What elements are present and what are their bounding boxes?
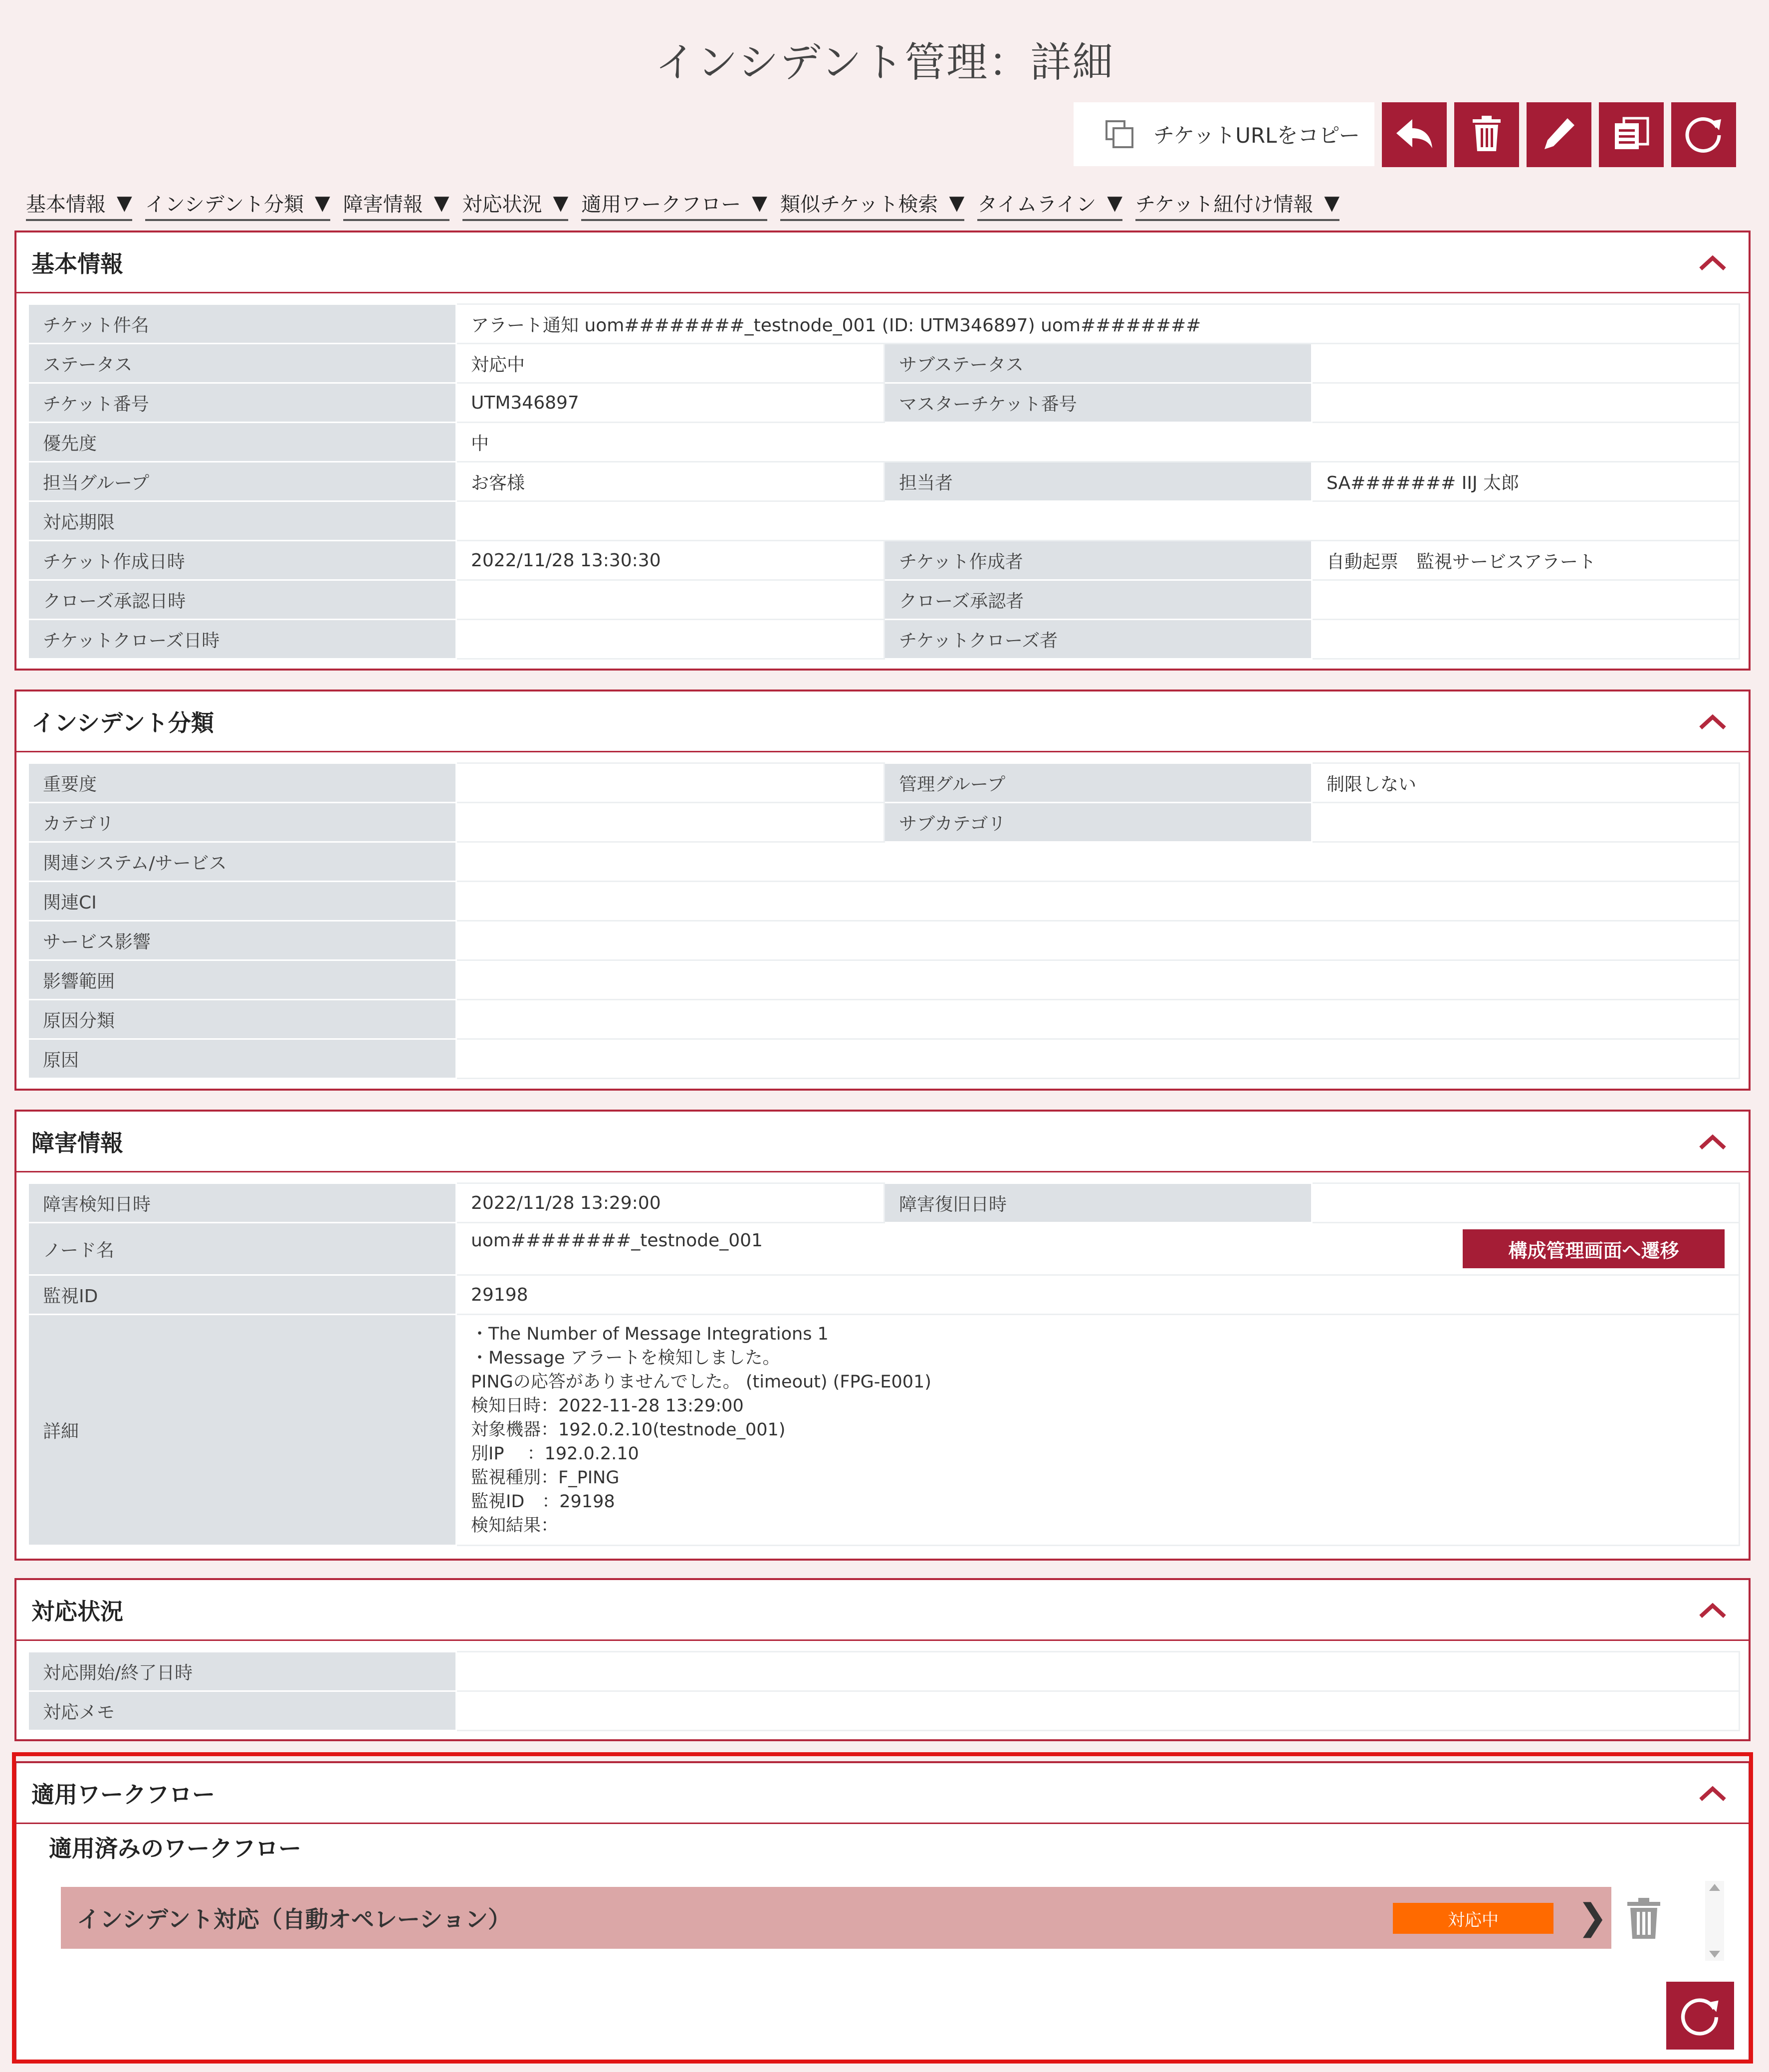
field-label: ノード名	[28, 1223, 456, 1275]
section-title: 基本情報	[31, 250, 123, 277]
node-value: uom########_testnode_001	[471, 1230, 763, 1251]
chevron-right-icon[interactable]: ❯	[1577, 1896, 1608, 1938]
anchor-similar[interactable]	[780, 189, 964, 221]
detail-line: ・Message アラートを検知しました。	[471, 1348, 780, 1368]
status-value: 対応中	[456, 344, 884, 383]
fault-table	[27, 1182, 1740, 1546]
impact-value	[456, 921, 1740, 960]
copy-url-label: チケットURLをコピー	[1153, 123, 1360, 148]
field-label: 管理グループ	[884, 763, 1312, 803]
anchor-timeline[interactable]	[977, 189, 1122, 221]
anchor-label: 対応状況	[462, 193, 542, 216]
section-title: インシデント分類	[31, 709, 214, 736]
field-label: 障害検知日時	[28, 1183, 456, 1223]
system-value	[456, 842, 1740, 882]
anchor-response[interactable]	[462, 189, 569, 221]
caret-down-icon: ▼	[1324, 191, 1340, 215]
field-label: 対応期限	[28, 501, 456, 541]
chevron-up-icon	[1699, 1133, 1727, 1150]
refresh-icon	[1682, 112, 1725, 157]
chevron-up-icon	[1699, 254, 1727, 271]
basic-info-section	[14, 230, 1751, 671]
cause-type-value	[456, 1000, 1740, 1039]
recovered-value	[1312, 1183, 1740, 1223]
field-label: 関連CI	[28, 882, 456, 921]
table-row	[28, 921, 1740, 960]
trash-icon	[1625, 1897, 1662, 1940]
copy-icon	[1105, 119, 1134, 149]
caret-down-icon: ▼	[752, 191, 768, 215]
response-section	[14, 1578, 1751, 1741]
close-approved-at-value	[456, 580, 884, 620]
field-label: チケット件名	[28, 304, 456, 344]
field-label: チケットクローズ者	[884, 620, 1312, 659]
scrollbar[interactable]	[1705, 1881, 1724, 1961]
refresh-icon	[1678, 1993, 1723, 2038]
subcategory-value	[1312, 803, 1740, 842]
created-at-value: 2022/11/28 13:30:30	[456, 541, 884, 580]
table-row	[28, 763, 1740, 803]
trash-icon	[1471, 115, 1503, 154]
edit-button[interactable]	[1527, 102, 1591, 167]
anchor-workflow[interactable]	[581, 189, 767, 221]
field-label: 障害復旧日時	[884, 1183, 1312, 1223]
section-title: 対応状況	[31, 1598, 123, 1625]
section-title: 障害情報	[31, 1129, 123, 1156]
basic-info-table	[27, 303, 1740, 660]
field-label: 担当者	[884, 462, 1312, 501]
detail-line: 検知日時：2022-11-28 13:29:00	[471, 1396, 744, 1416]
detail-line: 検知結果：	[471, 1516, 559, 1536]
anchor-label: 類似チケット検索	[780, 193, 938, 216]
caret-down-icon: ▼	[117, 191, 132, 215]
detail-line: 監視ID ：29198	[471, 1492, 615, 1512]
detail-line: PINGの応答がありませんでした。 (timeout) (FPG-E001)	[471, 1372, 931, 1392]
table-row	[28, 1183, 1740, 1223]
status-badge: 対応中	[1393, 1903, 1553, 1934]
section-title: 適用ワークフロー	[31, 1781, 215, 1808]
classification-section	[14, 690, 1751, 1091]
caret-down-icon: ▼	[949, 191, 965, 215]
detail-line: ・The Number of Message Integrations 1	[471, 1324, 829, 1344]
table-row	[28, 383, 1740, 423]
anchor-fault[interactable]	[343, 189, 449, 221]
caret-down-icon: ▼	[314, 191, 330, 215]
chevron-up-icon	[1699, 1785, 1727, 1802]
table-row	[28, 462, 1740, 501]
table-row	[28, 501, 1740, 541]
caret-down-icon: ▼	[434, 191, 449, 215]
table-row	[28, 842, 1740, 882]
scroll-up-arrow[interactable]	[1709, 1884, 1720, 1891]
closed-at-value	[456, 620, 884, 659]
field-label: チケット作成日時	[28, 541, 456, 580]
anchor-classification[interactable]	[145, 189, 330, 221]
collapse-button[interactable]	[1697, 1777, 1729, 1809]
field-label: チケット作成者	[884, 541, 1312, 580]
collapse-button[interactable]	[1697, 1126, 1729, 1157]
anchor-label: 障害情報	[343, 193, 423, 216]
anchor-label: 基本情報	[26, 193, 106, 216]
back-button[interactable]	[1382, 102, 1447, 167]
field-label: チケットクローズ日時	[28, 620, 456, 659]
detail-line: 対象機器：192.0.2.10(testnode_001)	[471, 1420, 786, 1440]
table-row	[28, 620, 1740, 659]
cause-value	[456, 1039, 1740, 1079]
field-label: チケット番号	[28, 383, 456, 423]
field-label: 担当グループ	[28, 462, 456, 501]
workflow-refresh-button[interactable]	[1666, 1982, 1734, 2050]
creator-value: 自動起票 監視サービスアラート	[1312, 541, 1740, 580]
field-label: 原因分類	[28, 1000, 456, 1039]
close-approver-value	[1312, 580, 1740, 620]
table-row	[28, 1039, 1740, 1079]
field-label: 優先度	[28, 423, 456, 462]
substatus-value	[1312, 344, 1740, 383]
table-row	[28, 1223, 1740, 1275]
memo-value	[456, 1691, 1740, 1731]
field-label: マスターチケット番号	[884, 383, 1312, 423]
ticket-name-value: アラート通知 uom########_testnode_001 (ID: UTM346897) uom########	[456, 304, 1740, 344]
field-label: ステータス	[28, 344, 456, 383]
fault-section	[14, 1110, 1751, 1561]
scope-value	[456, 960, 1740, 1000]
workflow-item-name: インシデント対応（自動オペレーション）	[77, 1906, 511, 1933]
priority-value: 中	[456, 423, 1740, 462]
anchor-label: タイムライン	[977, 193, 1097, 216]
master-no-value	[1312, 383, 1740, 423]
collapse-button[interactable]	[1697, 246, 1729, 278]
field-label: 原因	[28, 1039, 456, 1079]
field-label: 重要度	[28, 763, 456, 803]
field-label: クローズ承認日時	[28, 580, 456, 620]
scroll-down-arrow[interactable]	[1709, 1951, 1720, 1958]
field-label: クローズ承認者	[884, 580, 1312, 620]
table-row	[28, 803, 1740, 842]
anchor-label: インシデント分類	[145, 193, 304, 216]
copy-url-button[interactable]	[1074, 102, 1374, 166]
table-row	[28, 304, 1740, 344]
table-row	[28, 423, 1740, 462]
anchor-label: チケット紐付け情報	[1135, 193, 1314, 216]
field-label: サービス影響	[28, 921, 456, 960]
table-row	[28, 1691, 1740, 1731]
detail-line: 監視種別：F_PING	[471, 1468, 620, 1488]
detected-value: 2022/11/28 13:29:00	[456, 1183, 884, 1223]
field-label: 関連システム/サービス	[28, 842, 456, 882]
field-label: 対応開始/終了日時	[28, 1652, 456, 1691]
anchor-links[interactable]	[1135, 189, 1339, 221]
field-label: サブカテゴリ	[884, 803, 1312, 842]
due-value	[456, 501, 1740, 541]
table-row	[28, 344, 1740, 383]
closer-value	[1312, 620, 1740, 659]
caret-down-icon: ▼	[553, 191, 569, 215]
table-row	[28, 1652, 1740, 1691]
workflow-delete-button[interactable]	[1625, 1897, 1662, 1942]
field-label: 詳細	[28, 1315, 456, 1546]
table-row	[28, 541, 1740, 580]
table-row	[28, 1315, 1740, 1546]
table-row	[28, 580, 1740, 620]
field-label: 影響範囲	[28, 960, 456, 1000]
delete-button[interactable]	[1454, 102, 1519, 167]
node-cell	[456, 1223, 1740, 1275]
page-title: インシデント管理：詳細	[655, 39, 1114, 86]
copy-ticket-button[interactable]	[1599, 102, 1664, 167]
classification-table	[27, 762, 1740, 1079]
chevron-up-icon	[1699, 1602, 1727, 1618]
field-label: 対応メモ	[28, 1691, 456, 1731]
group-value: お客様	[456, 462, 884, 501]
back-icon	[1394, 116, 1434, 153]
cmdb-nav-button[interactable]: 構成管理画面へ遷移	[1463, 1229, 1725, 1268]
pencil-icon	[1542, 116, 1576, 153]
table-row	[28, 960, 1740, 1000]
table-row	[28, 882, 1740, 921]
ticket-no-value: UTM346897	[456, 383, 884, 423]
mgmt-group-value: 制限しない	[1312, 763, 1740, 803]
field-label: サブステータス	[884, 344, 1312, 383]
period-value	[456, 1652, 1740, 1691]
anchor-label: 適用ワークフロー	[581, 193, 741, 216]
workflow-item[interactable]	[61, 1887, 1611, 1949]
ci-value	[456, 882, 1740, 921]
detail-line: 別IP ：192.0.2.10	[471, 1444, 639, 1464]
anchor-nav	[26, 189, 1352, 221]
chevron-up-icon	[1699, 713, 1727, 730]
table-row	[28, 1000, 1740, 1039]
collapse-button[interactable]	[1697, 1594, 1729, 1626]
workflow-subtitle: 適用済みのワークフロー	[49, 1835, 301, 1862]
caret-down-icon: ▼	[1107, 191, 1122, 215]
severity-value	[456, 763, 884, 803]
copy-ticket-icon	[1613, 116, 1650, 153]
anchor-basic[interactable]	[26, 189, 132, 221]
collapse-button[interactable]	[1697, 705, 1729, 737]
assignee-value: SA####### IIJ 太郎	[1312, 462, 1740, 501]
table-row	[28, 1275, 1740, 1315]
field-label: カテゴリ	[28, 803, 456, 842]
field-label: 監視ID	[28, 1275, 456, 1315]
detail-cell	[456, 1315, 1740, 1546]
refresh-button[interactable]	[1671, 102, 1736, 167]
response-table	[27, 1651, 1740, 1731]
monitor-id-value: 29198	[456, 1275, 1740, 1315]
category-value	[456, 803, 884, 842]
detail-text	[471, 1315, 1725, 1545]
